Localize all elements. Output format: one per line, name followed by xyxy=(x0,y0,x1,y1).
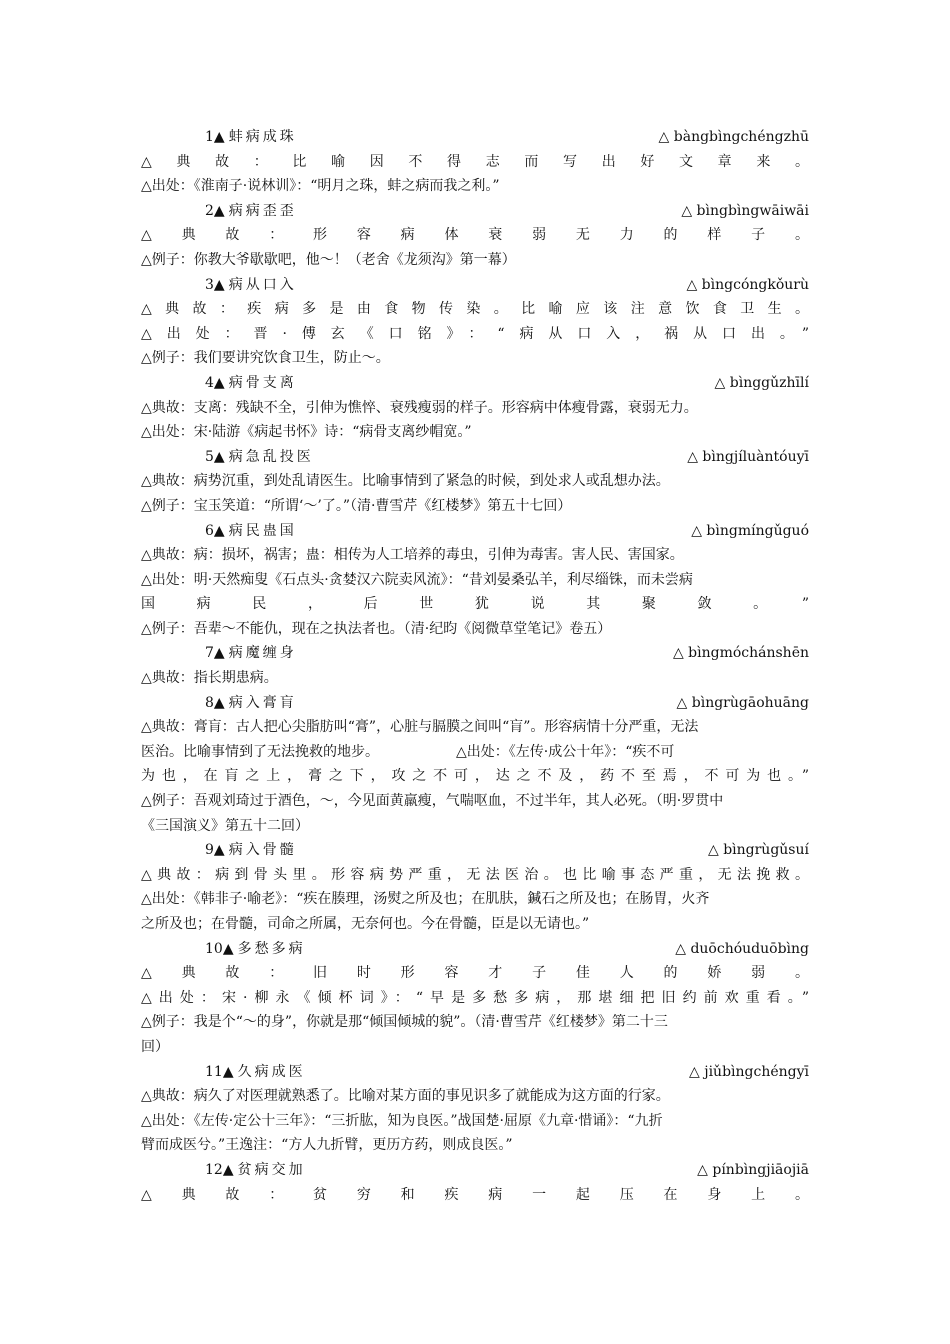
triangle-marker-icon: ▲ xyxy=(222,940,234,957)
idiom-entry xyxy=(141,519,809,642)
idiom-entry xyxy=(141,641,809,690)
idiom-title xyxy=(205,1060,306,1085)
idiom-detail-line: △典故：疾病多是由食物传染。比喻应该注意饮食卫生。 xyxy=(141,301,809,318)
idiom-title xyxy=(205,125,297,150)
idiom-pinyin: △ bìngrùgāohuāng xyxy=(676,694,809,711)
idiom-pinyin: △ bìngjíluàntóuyī xyxy=(687,448,809,465)
triangle-marker-icon: ▲ xyxy=(213,374,225,391)
idiom-detail-line: △典故：旧时形容才子佳人的娇弱。 xyxy=(141,965,809,982)
idiom-word: 病病歪歪 xyxy=(228,202,297,219)
idiom-detail-line: △出处：《左传·定公十三年》：“三折肱，知为良医。”战国楚·屈原《九章·惜诵》：“九折 xyxy=(141,1112,663,1129)
idiom-number: 9 xyxy=(205,842,214,859)
idiom-heading xyxy=(141,445,809,470)
idiom-heading xyxy=(141,371,809,396)
idiom-list xyxy=(141,125,809,1207)
idiom-heading xyxy=(141,273,809,298)
idiom-detail-line: △典故：膏肓：古人把心尖脂肪叫“膏”，心脏与膈膜之间叫“肓”。形容病情十分严重，无法 xyxy=(141,719,699,736)
idiom-entry xyxy=(141,445,809,519)
idiom-word: 病骨支离 xyxy=(228,374,297,391)
idiom-word: 久病成医 xyxy=(237,1063,306,1080)
idiom-pinyin: △ bìnggǔzhīlí xyxy=(714,374,809,391)
idiom-pinyin: △ bàngbìngchéngzhū xyxy=(658,129,809,145)
idiom-title xyxy=(205,519,297,544)
idiom-word: 病从口入 xyxy=(228,276,297,293)
idiom-heading xyxy=(141,838,809,863)
idiom-pinyin: △ bìngmóchánshēn xyxy=(672,645,809,662)
idiom-number: 7 xyxy=(205,645,214,662)
idiom-detail-line: △出处：《韩非子·喻老》：“疾在腠理，汤熨之所及也；在肌肤，鍼石之所及也；在肠胃，火齐 xyxy=(141,891,710,908)
idiom-number: 4 xyxy=(205,374,214,391)
idiom-entry xyxy=(141,691,809,839)
idiom-word: 病魔缠身 xyxy=(228,645,297,662)
triangle-marker-icon: ▲ xyxy=(213,842,225,859)
idiom-title xyxy=(205,445,314,470)
idiom-word: 多愁多病 xyxy=(237,940,306,957)
idiom-number: 11 xyxy=(205,1063,223,1080)
idiom-title xyxy=(205,199,297,224)
idiom-detail-line: △典故：支离：残缺不全，引伸为憔悴、衰残瘦弱的样子。形容病中体瘦骨露，衰弱无力。 xyxy=(141,399,698,416)
idiom-title xyxy=(205,937,306,962)
idiom-title xyxy=(205,1158,306,1183)
triangle-marker-icon: ▲ xyxy=(213,129,225,145)
idiom-detail-line: 臂而成医兮。”王逸注：“方人九折臂，更历方药，则成良医。” xyxy=(141,1137,513,1154)
idiom-word: 病入骨髓 xyxy=(228,842,297,859)
idiom-heading xyxy=(141,937,809,962)
idiom-detail-line: 之所及也；在骨髓，司命之所属，无奈何也。今在骨髓，臣是以无请也。” xyxy=(141,916,590,932)
idiom-number: 3 xyxy=(205,276,214,293)
idiom-heading xyxy=(141,1060,809,1085)
idiom-entry xyxy=(141,838,809,936)
triangle-marker-icon: ▲ xyxy=(213,645,225,662)
idiom-number: 6 xyxy=(205,522,214,539)
idiom-heading xyxy=(141,691,809,716)
idiom-entry xyxy=(141,1158,809,1207)
idiom-entry xyxy=(141,1060,809,1158)
idiom-detail-line: △例子：吾观刘琦过于酒色，～，今见面黄羸瘦，气喘呕血，不过半年，其人必死。（明·罗贯中 xyxy=(141,793,724,810)
idiom-heading xyxy=(141,199,809,224)
idiom-pinyin: △ bìngbìngwāiwāi xyxy=(681,202,809,219)
idiom-detail-line: △例子：宝玉笑道：“所谓‘～’了。”（清·曹雪芹《红楼梦》第五十七回） xyxy=(141,497,572,514)
idiom-number: 5 xyxy=(205,448,214,465)
triangle-marker-icon: ▲ xyxy=(213,276,225,293)
idiom-title xyxy=(205,838,297,863)
triangle-marker-icon: ▲ xyxy=(213,202,225,219)
idiom-number: 1 xyxy=(205,129,214,145)
idiom-heading xyxy=(141,519,809,544)
idiom-number: 8 xyxy=(205,694,214,711)
idiom-pinyin: △ duōchóuduōbìng xyxy=(675,940,809,957)
idiom-detail-line: △典故：比喻因不得志而写出好文章来。 xyxy=(141,153,809,170)
idiom-detail-line: △典故：贫穷和疾病一起压在身上。 xyxy=(141,1186,809,1203)
idiom-detail-line: △典故：病到骨头里。形容病势严重，无法医治。也比喻事态严重，无法挽救。 xyxy=(141,866,809,883)
idiom-detail-line: △典故：指长期患病。 xyxy=(141,670,278,687)
idiom-word: 病民蛊国 xyxy=(228,522,297,539)
idiom-detail-line: △例子：我是个“～的身”，你就是那“倾国倾城的貌”。（清·曹雪芹《红楼梦》第二十三 xyxy=(141,1014,668,1031)
idiom-detail-line: △典故：病势沉重，到处乱请医生。比喻事情到了紧急的时候，到处求人或乱想办法。 xyxy=(141,473,670,490)
triangle-marker-icon: ▲ xyxy=(222,1161,234,1178)
idiom-entry xyxy=(141,937,809,1060)
idiom-title xyxy=(205,641,297,666)
idiom-title xyxy=(205,691,297,716)
idiom-detail-line: △例子：吾辈～不能仇，现在之执法者也。（清·纪昀《阅微草堂笔记》卷五） xyxy=(141,620,612,637)
idiom-heading xyxy=(141,125,809,150)
idiom-detail-line: △出处：晋·傅玄《口铭》：“病从口入，祸从口出。” xyxy=(141,325,809,342)
idiom-detail-line: △出处：《淮南子·说林训》：“明月之珠，蚌之病而我之利。” xyxy=(141,178,500,195)
idiom-detail-line: △典故：病久了对医理就熟悉了。比喻对某方面的事见识多了就能成为这方面的行家。 xyxy=(141,1088,670,1105)
idiom-detail-line: 国病民，后世犹说其聚敛。” xyxy=(141,596,809,613)
idiom-detail-line: △例子：我们要讲究饮食卫生，防止～。 xyxy=(141,350,390,367)
idiom-pinyin: △ pínbìngjiāojiā xyxy=(697,1161,809,1178)
idiom-word: 蚌病成珠 xyxy=(228,129,297,145)
idiom-detail-line: 为也，在肓之上，膏之下，攻之不可，达之不及，药不至焉，不可为也。” xyxy=(141,768,809,785)
triangle-marker-icon: ▲ xyxy=(213,694,225,711)
idiom-entry xyxy=(141,273,809,371)
idiom-word: 病入膏肓 xyxy=(228,694,297,711)
idiom-detail-line: △出处：宋·柳永《倾杯词》：“早是多愁多病，那堪细把旧约前欢重看。” xyxy=(141,989,809,1006)
idiom-word: 病急乱投医 xyxy=(228,448,314,465)
idiom-detail-line: △出处：明·天然痴叟《石点头·贪婪汉六院卖风流》：“昔刘晏桑弘羊，利尽缁铢，而未尝病 xyxy=(141,571,693,588)
idiom-pinyin: △ jiǔbìngchéngyī xyxy=(689,1063,809,1080)
idiom-pinyin: △ bìngcóngkǒurù xyxy=(686,276,809,293)
idiom-detail-line: △典故：病：损坏，祸害；蛊：相传为人工培养的毒虫，引伸为毒害。害人民、害国家。 xyxy=(141,547,684,564)
idiom-word: 贫病交加 xyxy=(237,1161,306,1178)
triangle-marker-icon: ▲ xyxy=(213,522,225,539)
idiom-number: 2 xyxy=(205,202,214,219)
idiom-entry xyxy=(141,371,809,445)
idiom-heading xyxy=(141,641,809,666)
idiom-heading xyxy=(141,1158,809,1183)
idiom-detail-line: △例子：你教大爷歇歇吧，他～！（老舍《龙须沟》第一幕） xyxy=(141,251,516,268)
idiom-detail-line: 回） xyxy=(141,1038,169,1055)
idiom-entry xyxy=(141,125,809,199)
idiom-entry xyxy=(141,199,809,273)
idiom-title xyxy=(205,371,297,396)
triangle-marker-icon: ▲ xyxy=(213,448,225,465)
idiom-detail-line: 《三国演义》第五十二回） xyxy=(141,817,309,834)
idiom-detail-line: △典故：形容病体衰弱无力的样子。 xyxy=(141,227,809,244)
idiom-pinyin: △ bìngrùgǔsuí xyxy=(707,842,809,859)
idiom-detail-line: △出处：宋·陆游《病起书怀》诗：“病骨支离纱帽宽。” xyxy=(141,424,472,441)
idiom-detail-line: 医治。比喻事情到了无法挽救的地步。 △出处：《左传·成公十年》：“疾不可 xyxy=(141,743,675,760)
idiom-number: 12 xyxy=(205,1161,223,1178)
idiom-number: 10 xyxy=(205,940,223,957)
idiom-title xyxy=(205,273,297,298)
triangle-marker-icon: ▲ xyxy=(222,1063,234,1080)
idiom-pinyin: △ bìngmíngǔguó xyxy=(691,522,809,539)
